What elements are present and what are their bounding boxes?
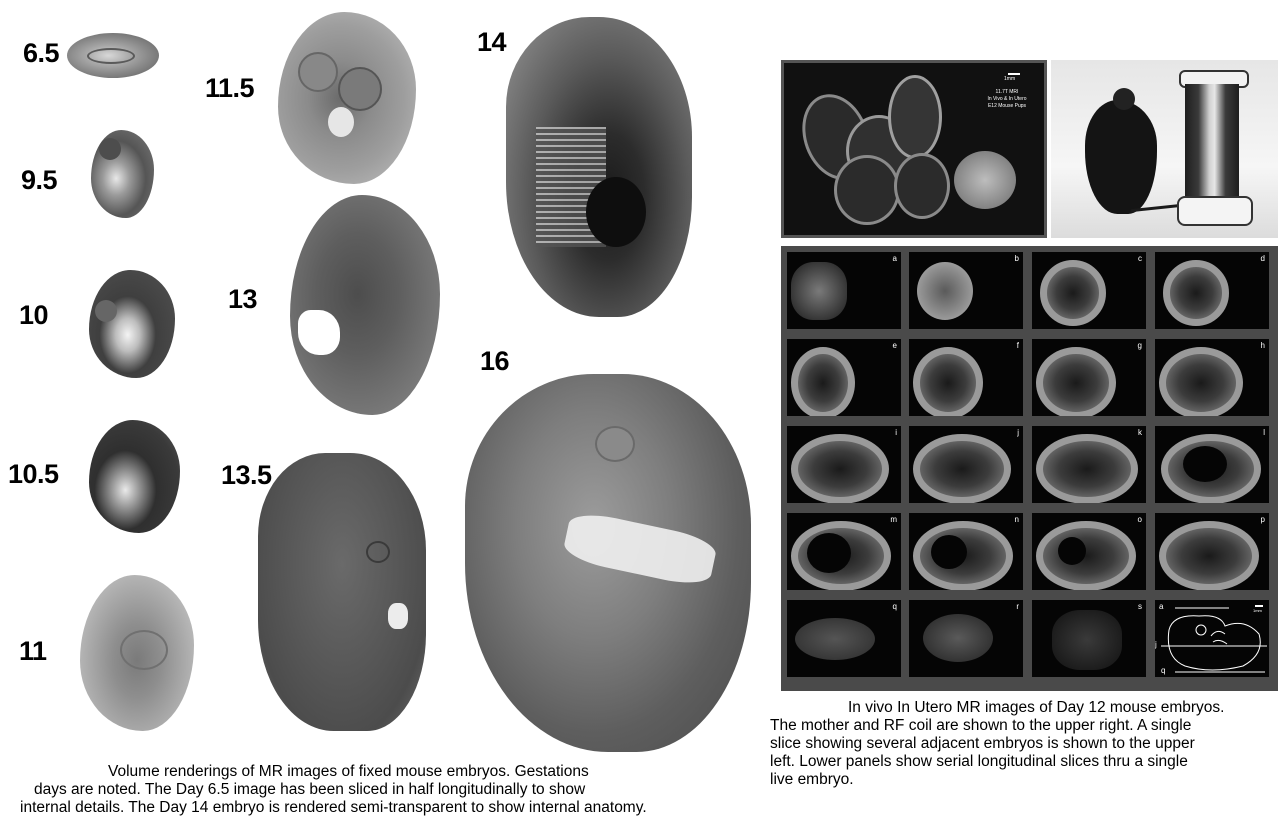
slice-letter-h: h — [1260, 341, 1265, 350]
slice-letter-m: m — [890, 515, 897, 524]
label-day-6-5: 6.5 — [23, 38, 60, 68]
slice-letter-n: n — [1014, 515, 1019, 524]
slice-letter-o: o — [1137, 515, 1142, 524]
right-caption-line-5: live embryo. — [770, 771, 854, 788]
label-day-16: 16 — [480, 346, 510, 376]
rf-coil-tube — [1185, 84, 1239, 196]
slice-panel-r — [909, 600, 1023, 677]
slice-panel-a — [787, 252, 901, 329]
slice-letter-i: i — [895, 428, 897, 437]
label-day-9-5: 9.5 — [21, 165, 58, 195]
label-day-14: 14 — [477, 27, 507, 57]
right-caption-line-3: slice showing several adjacent embryos is shown to the upper — [770, 735, 1195, 752]
diagram-label-a: a — [1159, 602, 1164, 611]
slice-letter-q: q — [892, 602, 897, 611]
embryo-day-11-5-rendering — [278, 12, 416, 184]
slice-panel-l — [1155, 426, 1269, 503]
embryo-day-16-rendering — [465, 374, 751, 752]
mri-info-line-3: E12 Mouse Pups — [987, 103, 1027, 109]
slice-panel-n — [909, 513, 1023, 590]
slice-letter-s: s — [1138, 602, 1142, 611]
right-caption-line-2: The mother and RF coil are shown to the upper right. A single — [770, 717, 1192, 734]
slice-panel-p — [1155, 513, 1269, 590]
slice-panel-i — [787, 426, 901, 503]
slice-letter-p: p — [1260, 515, 1265, 524]
slice-letter-b: b — [1014, 254, 1019, 263]
slice-panel-g — [1032, 339, 1146, 416]
label-day-11-5: 11.5 — [205, 73, 255, 103]
embryo-day-10-5-rendering — [89, 420, 180, 533]
left-figure-caption — [20, 763, 760, 817]
slice-panel-c — [1032, 252, 1146, 329]
slice-letter-r: r — [1016, 602, 1019, 611]
slice-panel-o — [1032, 513, 1146, 590]
slice-letter-a: a — [892, 254, 897, 263]
embryo-day-13-5-rendering — [258, 453, 426, 731]
slice-panel-e — [787, 339, 901, 416]
label-day-10: 10 — [19, 300, 49, 330]
mri-info-line-1: 11.7T MRI — [995, 89, 1019, 95]
serial-slice-grid — [781, 246, 1278, 691]
mri-scale-label: 1mm — [1004, 76, 1016, 82]
left-caption-line-2: days are noted. The Day 6.5 image has been sliced in half longitudinally to show — [34, 781, 586, 798]
mri-info-text — [972, 89, 1042, 110]
embryo-day-11-rendering — [80, 575, 194, 731]
label-day-10-5: 10.5 — [8, 459, 59, 489]
slice-letter-g: g — [1137, 341, 1142, 350]
slice-panel-s — [1032, 600, 1146, 677]
diagram-scale-label: 1mm — [1253, 608, 1262, 613]
slice-letter-f: f — [1016, 341, 1019, 350]
right-figure-caption — [770, 699, 1278, 789]
right-caption-line-1: In vivo In Utero MR images of Day 12 mouse embryos. — [848, 699, 1225, 716]
embryo-day-9-5-rendering — [91, 130, 154, 218]
mouse-silhouette — [1085, 100, 1157, 214]
slice-panel-k — [1032, 426, 1146, 503]
label-day-13-5: 13.5 — [221, 460, 272, 490]
mouse-and-rf-coil-photo — [1051, 60, 1278, 238]
label-day-11: 11 — [19, 636, 47, 666]
left-caption-line-1: Volume renderings of MR images of fixed mouse embryos. Gestations — [108, 763, 589, 780]
slice-letter-c: c — [1138, 254, 1142, 263]
diagram-label-j: j — [1155, 640, 1157, 649]
label-day-13: 13 — [228, 284, 258, 314]
diagram-label-q: q — [1161, 666, 1166, 675]
slice-panel-f — [909, 339, 1023, 416]
mouse-ear — [1113, 88, 1135, 110]
slice-letter-l: l — [1263, 428, 1265, 437]
mri-scale-bar — [1008, 73, 1020, 75]
slice-panel-h — [1155, 339, 1269, 416]
embryo-day-10-rendering — [89, 270, 175, 378]
slice-panel-q — [787, 600, 901, 677]
slice-letter-e: e — [892, 341, 897, 350]
rf-coil-base — [1177, 196, 1253, 226]
slice-orientation-diagram — [1155, 600, 1269, 677]
right-caption-line-4: left. Lower panels show serial longitudinal slices thru a single — [770, 753, 1188, 770]
slice-letter-k: k — [1138, 428, 1142, 437]
embryo-day-6-5-rendering — [67, 33, 159, 78]
embryo-day-14-rendering — [506, 17, 692, 317]
mri-info-line-2: In Vivo & In Utero — [987, 96, 1027, 102]
slice-panel-b — [909, 252, 1023, 329]
left-caption-line-3: internal details. The Day 14 embryo is rendered semi-transparent to show internal anatomy. — [20, 799, 647, 816]
slice-panel-j — [909, 426, 1023, 503]
in-utero-mri-image — [781, 60, 1047, 238]
slice-letter-j: j — [1017, 428, 1019, 437]
slice-letter-d: d — [1260, 254, 1265, 263]
slice-panel-m — [787, 513, 901, 590]
slice-panel-d — [1155, 252, 1269, 329]
embryo-day-13-rendering — [290, 195, 440, 415]
